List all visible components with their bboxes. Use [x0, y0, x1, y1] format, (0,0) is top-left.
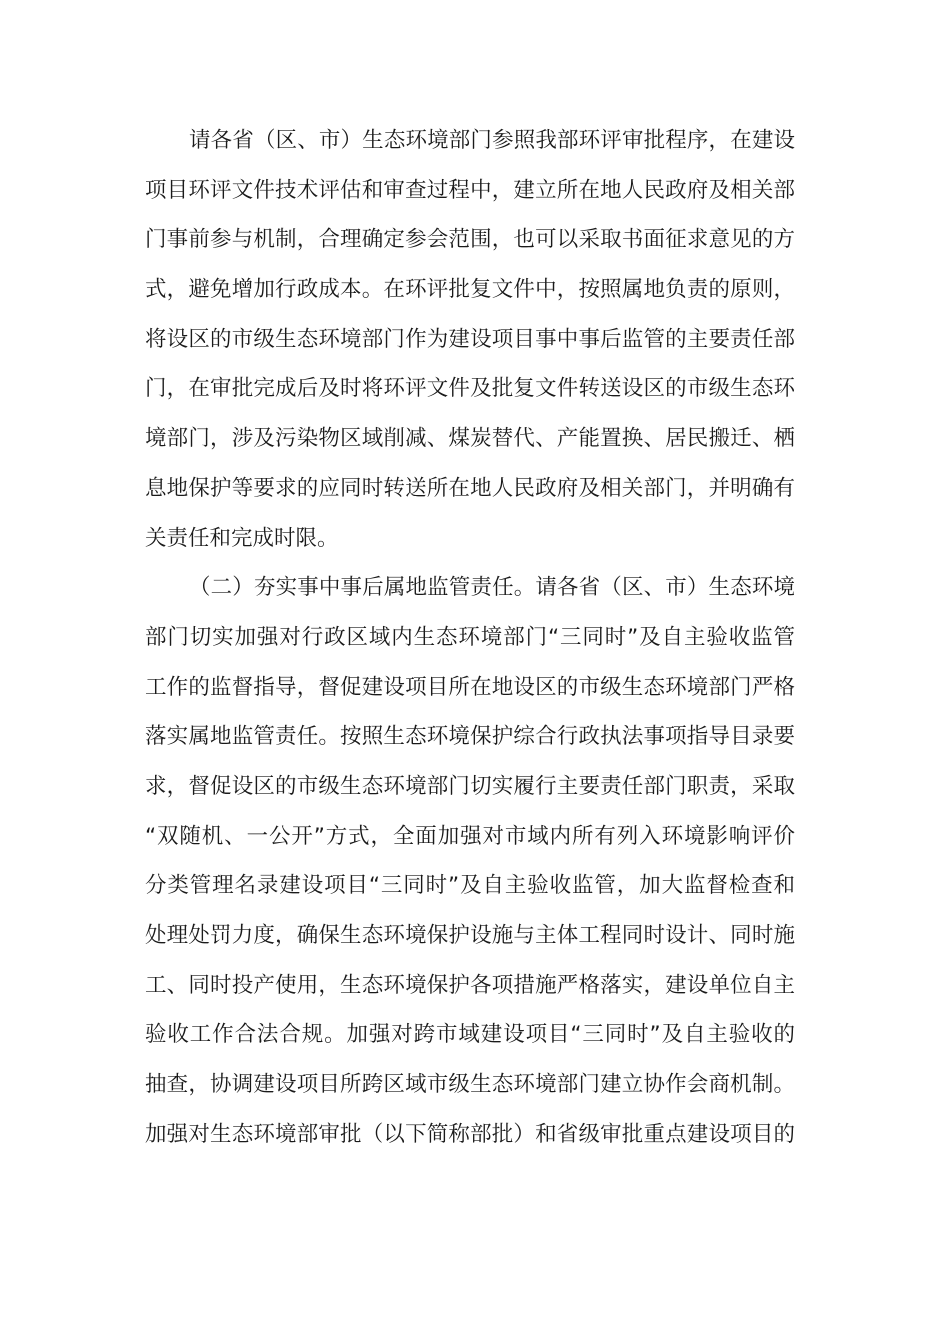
document-body	[145, 116, 795, 1159]
text-line: 门事前参与机制，合理确定参会范围，也可以采取书面征求意见的方	[145, 227, 795, 253]
text-line: 项目环评文件技术评估和审查过程中，建立所在地人民政府及相关部	[145, 177, 795, 203]
text-line: 部门切实加强对行政区域内生态环境部门“三同时”及自主验收监管	[145, 624, 795, 650]
text-line: 求，督促设区的市级生态环境部门切实履行主要责任部门职责，采取	[145, 773, 795, 799]
text-line: 门，在审批完成后及时将环评文件及批复文件转送设区的市级生态环	[145, 376, 795, 402]
text-line: 关责任和完成时限。	[145, 525, 339, 551]
text-line: 境部门，涉及污染物区域削减、煤炭替代、产能置换、居民搬迁、栖	[145, 426, 795, 452]
text-line: 工作的监督指导，督促建设项目所在地设区的市级生态环境部门严格	[145, 674, 795, 700]
text-line: 加强对生态环境部审批（以下简称部批）和省级审批重点建设项目的	[145, 1121, 795, 1147]
text-line: 分类管理名录建设项目“三同时”及自主验收监管，加大监督检查和	[145, 873, 795, 899]
text-line: “双随机、一公开”方式，全面加强对市域内所有列入环境影响评价	[145, 823, 795, 849]
text-line: 抽查，协调建设项目所跨区域市级生态环境部门建立协作会商机制。	[145, 1072, 795, 1098]
text-line: 处理处罚力度，确保生态环境保护设施与主体工程同时设计、同时施	[145, 923, 795, 948]
text-line: 请各省（区、市）生态环境部门参照我部环评审批程序，在建设	[189, 128, 795, 153]
text-line: 工、同时投产使用，生态环境保护各项措施严格落实，建设单位自主	[145, 972, 795, 998]
paragraph-2	[145, 563, 795, 1159]
text-line: 息地保护等要求的应同时转送所在地人民政府及相关部门，并明确有	[145, 475, 795, 501]
text-line: 验收工作合法合规。加强对跨市域建设项目“三同时”及自主验收的	[145, 1022, 795, 1048]
text-line: 将设区的市级生态环境部门作为建设项目事中事后监管的主要责任部	[145, 326, 795, 352]
text-line: 落实属地监管责任。按照生态环境保护综合行政执法事项指导目录要	[145, 724, 795, 750]
section-heading-line: （二）夯实事中事后属地监管责任。请各省（区、市）生态环境	[189, 575, 795, 601]
paragraph-1	[145, 116, 795, 563]
text-line: 式，避免增加行政成本。在环评批复文件中，按照属地负责的原则，	[145, 277, 795, 303]
